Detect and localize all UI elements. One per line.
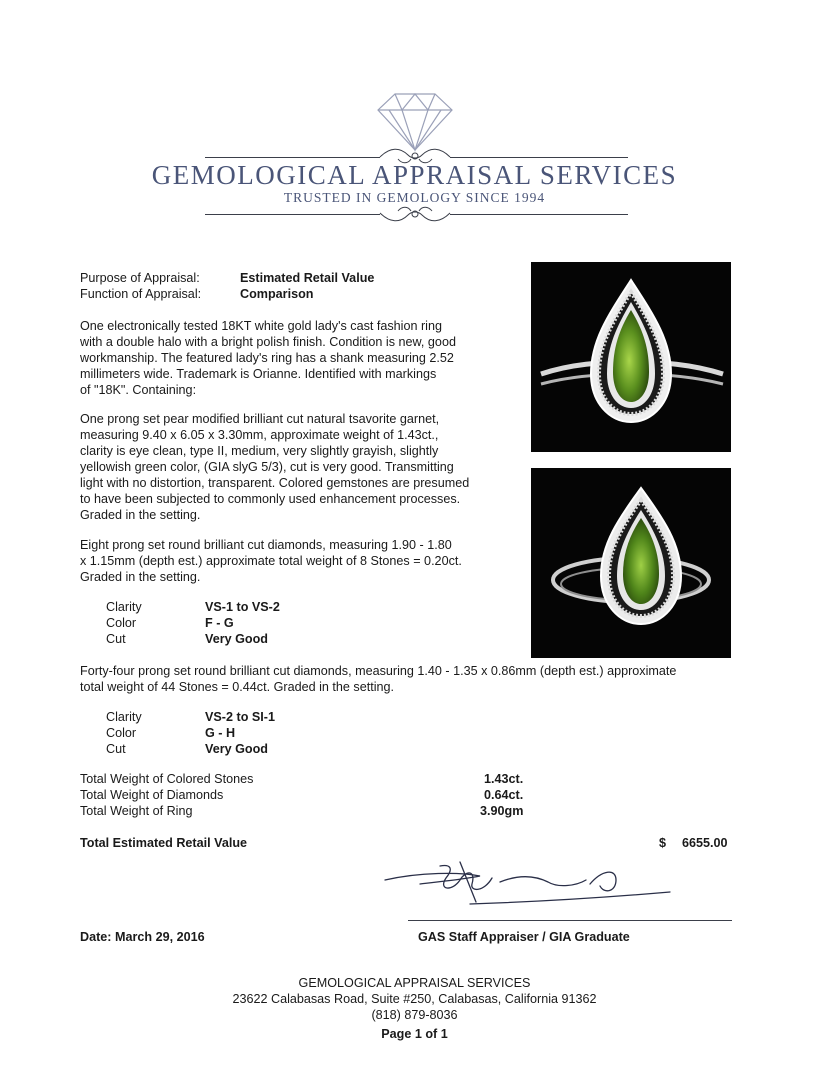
text-line: Forty-four prong set round brilliant cut diamonds, measuring 1.40 - 1.35 x 0.86mm (depth est.) approximate xyxy=(80,664,677,678)
grade1-cut-value: Very Good xyxy=(205,632,268,646)
function-value: Comparison xyxy=(240,287,314,301)
text-line: workmanship. The featured lady's ring has a shank measuring 2.52 xyxy=(80,351,454,365)
purpose-label: Purpose of Appraisal: xyxy=(80,271,200,285)
page-number: Page 1 of 1 xyxy=(381,1027,448,1041)
footer-org: GEMOLOGICAL APPRAISAL SERVICES xyxy=(298,976,531,990)
total-diamonds-value: 0.64ct. xyxy=(484,788,524,802)
text-line: yellowish green color, (GIA slyG 5/3), cut is very good. Transmitting xyxy=(80,460,454,474)
diamonds44-description xyxy=(80,663,740,695)
grade2-cut-value: Very Good xyxy=(205,742,268,756)
function-label: Function of Appraisal: xyxy=(80,287,202,301)
text-line: One prong set pear modified brilliant cut natural tsavorite garnet, xyxy=(80,412,440,426)
diamonds8-description xyxy=(80,537,510,585)
text-line: measuring 9.40 x 6.05 x 3.30mm, approximate weight of 1.43ct., xyxy=(80,428,439,442)
text-line: light with no distortion, transparent. Colored gemstones are presumed xyxy=(80,476,470,490)
signature xyxy=(380,858,680,918)
signature-line xyxy=(408,920,732,921)
total-ring-value: 3.90gm xyxy=(480,804,524,818)
text-line: with a double halo with a bright polish finish. Condition is new, good xyxy=(80,335,456,349)
garnet-description xyxy=(80,411,510,523)
text-line: total weight of 44 Stones = 0.44ct. Graded in the setting. xyxy=(80,680,394,694)
grade1-color-value: F - G xyxy=(205,616,234,630)
retail-value-amount: 6655.00 xyxy=(682,836,728,850)
grade1-clarity-label: Clarity xyxy=(106,600,142,614)
retail-value-label: Total Estimated Retail Value xyxy=(80,836,248,850)
footer-address: 23622 Calabasas Road, Suite #250, Calabasas, California 91362 xyxy=(232,992,597,1006)
header-rule-bottom-right xyxy=(450,214,628,215)
grade2-color-label: Color xyxy=(106,726,137,740)
grade2-clarity-value: VS-2 to SI-1 xyxy=(205,710,275,724)
ring-photo-front xyxy=(531,262,731,452)
grade1-clarity-value: VS-1 to VS-2 xyxy=(205,600,280,614)
text-line: x 1.15mm (depth est.) approximate total weight of 8 Stones = 0.20ct. xyxy=(80,554,462,568)
text-line: One electronically tested 18KT white gold lady's cast fashion ring xyxy=(80,319,442,333)
ring-description xyxy=(80,318,510,398)
ring-photo-angle xyxy=(531,468,731,658)
total-colored-value: 1.43ct. xyxy=(484,772,524,786)
text-line: Graded in the setting. xyxy=(80,570,201,584)
text-line: to have been subjected to commonly used enhancement processes. xyxy=(80,492,461,506)
appraisal-date: Date: March 29, 2016 xyxy=(80,930,205,944)
grade2-clarity-label: Clarity xyxy=(106,710,142,724)
ring-image-icon xyxy=(531,262,731,452)
text-line: Graded in the setting. xyxy=(80,508,201,522)
header-rule-top-left xyxy=(205,157,380,158)
org-title: GEMOLOGICAL APPRAISAL SERVICES xyxy=(151,160,678,190)
org-tagline: TRUSTED IN GEMOLOGY SINCE 1994 xyxy=(283,190,546,205)
flourish-bottom-icon xyxy=(378,203,452,225)
grade1-cut-label: Cut xyxy=(106,632,126,646)
grade2-cut-label: Cut xyxy=(106,742,126,756)
text-line: clarity is eye clean, type II, medium, very slightly grayish, slightly xyxy=(80,444,439,458)
total-diamonds-label: Total Weight of Diamonds xyxy=(80,788,224,802)
signer-title: GAS Staff Appraiser / GIA Graduate xyxy=(418,930,630,944)
ring-image-icon xyxy=(531,468,731,658)
total-ring-label: Total Weight of Ring xyxy=(80,804,193,818)
total-colored-label: Total Weight of Colored Stones xyxy=(80,772,254,786)
footer-phone: (818) 879-8036 xyxy=(371,1008,458,1022)
purpose-value: Estimated Retail Value xyxy=(240,271,375,285)
grade2-color-value: G - H xyxy=(205,726,236,740)
text-line: Eight prong set round brilliant cut diamonds, measuring 1.90 - 1.80 xyxy=(80,538,452,552)
header-rule-bottom-left xyxy=(205,214,380,215)
grade1-color-label: Color xyxy=(106,616,137,630)
header-rule-top-right xyxy=(450,157,628,158)
text-line: millimeters wide. Trademark is Orianne. Identified with markings xyxy=(80,367,437,381)
text-line: of "18K". Containing: xyxy=(80,383,197,397)
retail-value-currency: $ xyxy=(659,836,667,850)
